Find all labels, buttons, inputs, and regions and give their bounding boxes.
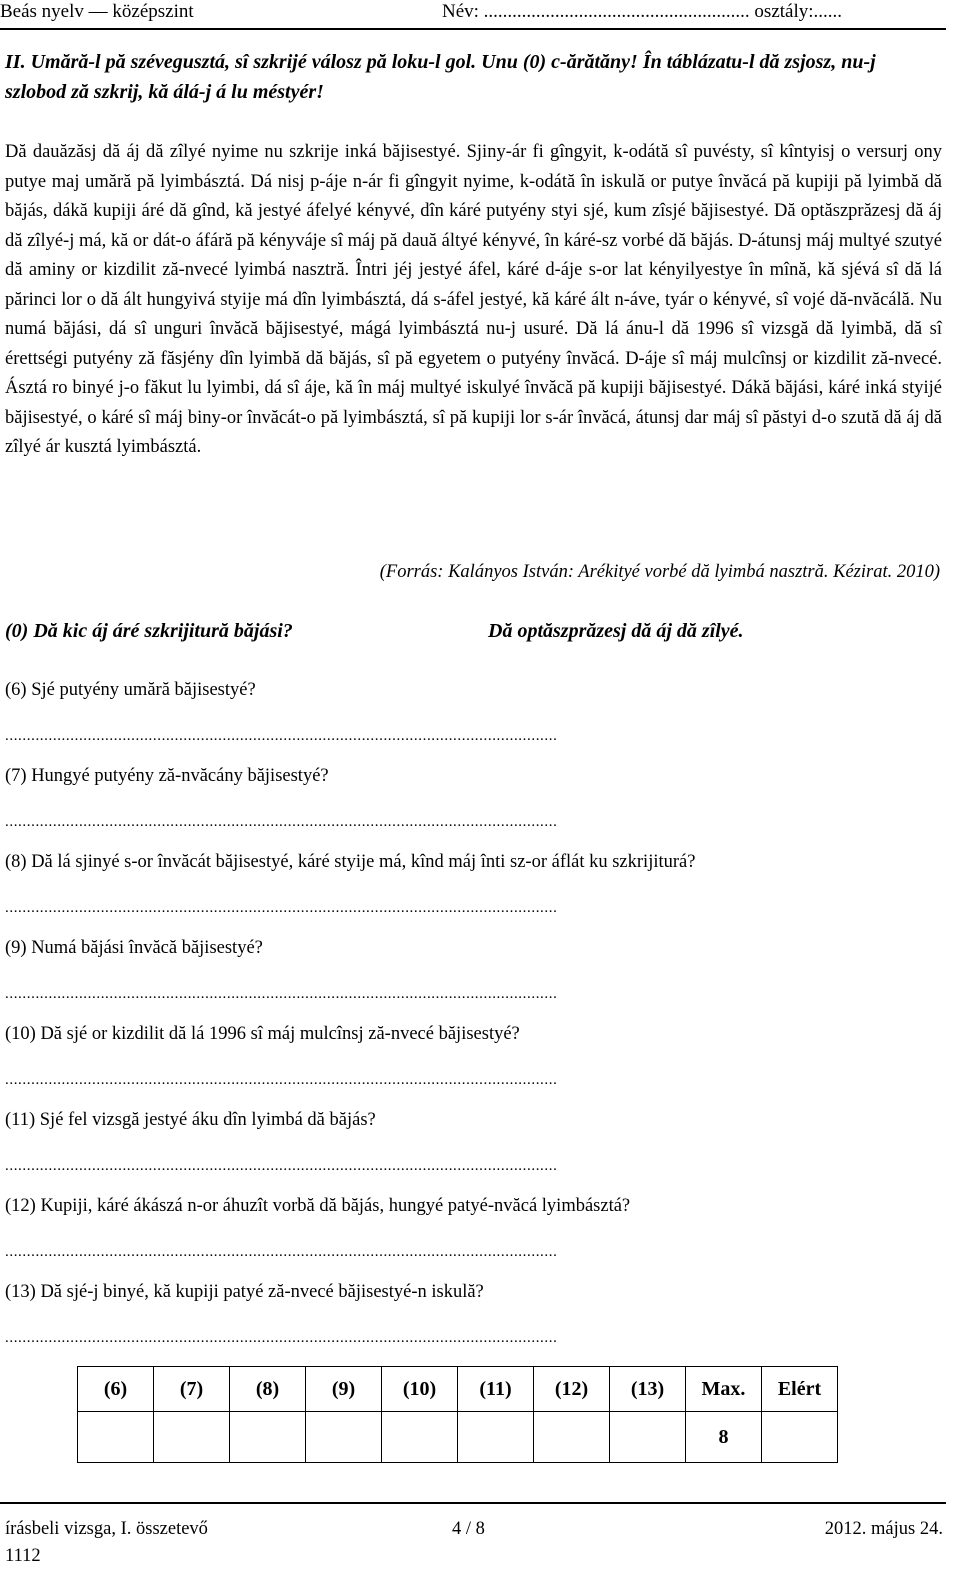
score-header-max: Max. [686,1367,762,1412]
answer-line-11[interactable]: ............................................................................................................................... [5,1158,558,1174]
score-header-9: (9) [306,1367,382,1412]
page-header [0,0,946,28]
answer-line-13[interactable]: ............................................................................................................................... [5,1330,558,1346]
footer-exam-part: írásbeli vizsga, I. összetevő [5,1519,208,1539]
header-subject: Beás nyelv — középszint [0,1,194,22]
score-cell-7 [154,1412,230,1463]
question-8: (8) Dă lá sjinyé s-or învăcát băjisestyé, káré styije má, kînd máj înti sz-or áflát ku szkrijiturá? [5,852,696,872]
score-header-7: (7) [154,1367,230,1412]
answer-line-10[interactable]: ............................................................................................................................... [5,1072,558,1088]
answer-line-9[interactable]: ............................................................................................................................... [5,986,558,1002]
footer-divider [0,1502,946,1504]
question-12: (12) Kupiji, káré ákászá n-or áhuzît vorbă dă băjás, hungyé patyé-nvăcá lyimbásztá? [5,1196,631,1216]
example-question: (0) Dă kic áj áré szkrijitură băjási? [5,620,293,642]
question-6: (6) Sjé putyény umără băjisestyé? [5,680,256,700]
score-header-11: (11) [458,1367,534,1412]
score-header-12: (12) [534,1367,610,1412]
score-header-8: (8) [230,1367,306,1412]
score-cell-12 [534,1412,610,1463]
score-cell-13 [610,1412,686,1463]
score-value-row [78,1412,838,1463]
footer-code: 1112 [5,1546,41,1566]
question-10: (10) Dă sjé or kizdilit dă lá 1996 sî máj mulcînsj ză-nvecé băjisestyé? [5,1024,520,1044]
question-13: (13) Dă sjé-j binyé, kă kupiji patyé ză-nvecé băjisestyé-n iskulă? [5,1282,484,1302]
footer-page-number: 4 / 8 [452,1519,485,1539]
score-header-row [78,1367,838,1412]
question-9: (9) Numá băjási învăcă băjisestyé? [5,938,263,958]
score-header-achieved: Elért [762,1367,838,1412]
score-cell-8 [230,1412,306,1463]
header-divider [0,28,946,30]
score-header-13: (13) [610,1367,686,1412]
score-cell-6 [78,1412,154,1463]
task-instruction: II. Umără-l pă szévegusztá, sî szkrijé válosz pă loku-l gol. Unu (0) c-ărătăny! În táblázatu-l dă zsjosz, nu-j szlobod ză szkrij, kă álá-j á lu méstyér! [5,51,876,103]
score-cell-max: 8 [686,1412,762,1463]
score-header-10: (10) [382,1367,458,1412]
header-name-class-field: Név: ........................................................ osztály:...... [442,1,843,22]
answer-line-7[interactable]: ............................................................................................................................... [5,814,558,830]
score-cell-10 [382,1412,458,1463]
example-answer: Dă optăszprăzesj dă áj dă zîlyé. [488,620,744,642]
answer-line-8[interactable]: ............................................................................................................................... [5,900,558,916]
score-table [77,1366,838,1463]
answer-line-6[interactable]: ............................................................................................................................... [5,728,558,744]
source-citation: (Forrás: Kalányos István: Arékityé vorbé dă lyimbá nasztră. Kézirat. 2010) [379,562,940,582]
footer-date: 2012. május 24. [824,1519,943,1539]
score-cell-9 [306,1412,382,1463]
question-11: (11) Sjé fel vizsgă jestyé áku dîn lyimbá dă băjás? [5,1110,376,1130]
score-cell-achieved [762,1412,838,1463]
score-header-6: (6) [78,1367,154,1412]
question-7: (7) Hungyé putyény ză-nvăcány băjisestyé? [5,766,329,786]
reading-text: Dă dauăzăsj dă áj dă zîlyé nyime nu szkrije inká băjisestyé. Sjiny-ár fi gîngyit, k-odátă sî puvésty, sî kîntyisj o versurj ony putye maj umără pă lyimbásztá. Dá nisj p-áje n-ár fi gîngyit nyime, k-odátă în iskulă or putye învăcá pă kupiji pă lyimbă dă băjás, dákă kupiji áré dă gînd, kă jestyé áfelyé kényvé, dîn káré putyény styi sjé, kum zîsjé băjisestyé. Dă optăszprăzesj dă áj dă zîlyé-j má, kă or dát-o áfáră pă kényváje sî máj pă dauă áltyé kényvé, în káré-sz vorbé dă băjás. D-átunsj máj multyé szutyé dă aminy or kizdilit ză-nvecé lyimbá nasztră. Întri jéj jestyé áfel, káré d-áje s-or lat kényilyestye în mînă, kă sjévá sî dă lá părinci lor o dă ált hungyivá styije má dîn lyimbásztá, dá s-áfel jestyé, kă káré ált n-áve, tyár o kényvé, sî vojé dă-nvăcálă. Nu numá băjási, dá sî unguri învăcă băjisestyé, mágá lyimbásztá nu-j usuré. Dă lá ánu-l dă 1996 sî vizsgă dă lyimbă, dă sî érettségi putyény ză făsjény dîn lyimbă dă băjás, sî pă egyetem o putyény învăcá. D-áje sî máj mulcînsj or kizdilit ză-nvecé. Ásztá ro binyé j-o făkut lu lyimbi, dá sî áje, kă în máj multyé iskulyé învăcă pă kupiji băjisestyé. Dákă băjási, káré inká styijé băjisestyé, o káré sî máj biny-or învăcát-o pă lyimbásztá, sî pă kupiji lor s-ár învăcá, átunsj dar máj sî păstyi d-o szută dă áj dă zîlyé ár kusztá lyimbásztá. [5,142,942,457]
answer-line-12[interactable]: ............................................................................................................................... [5,1244,558,1260]
score-cell-11 [458,1412,534,1463]
